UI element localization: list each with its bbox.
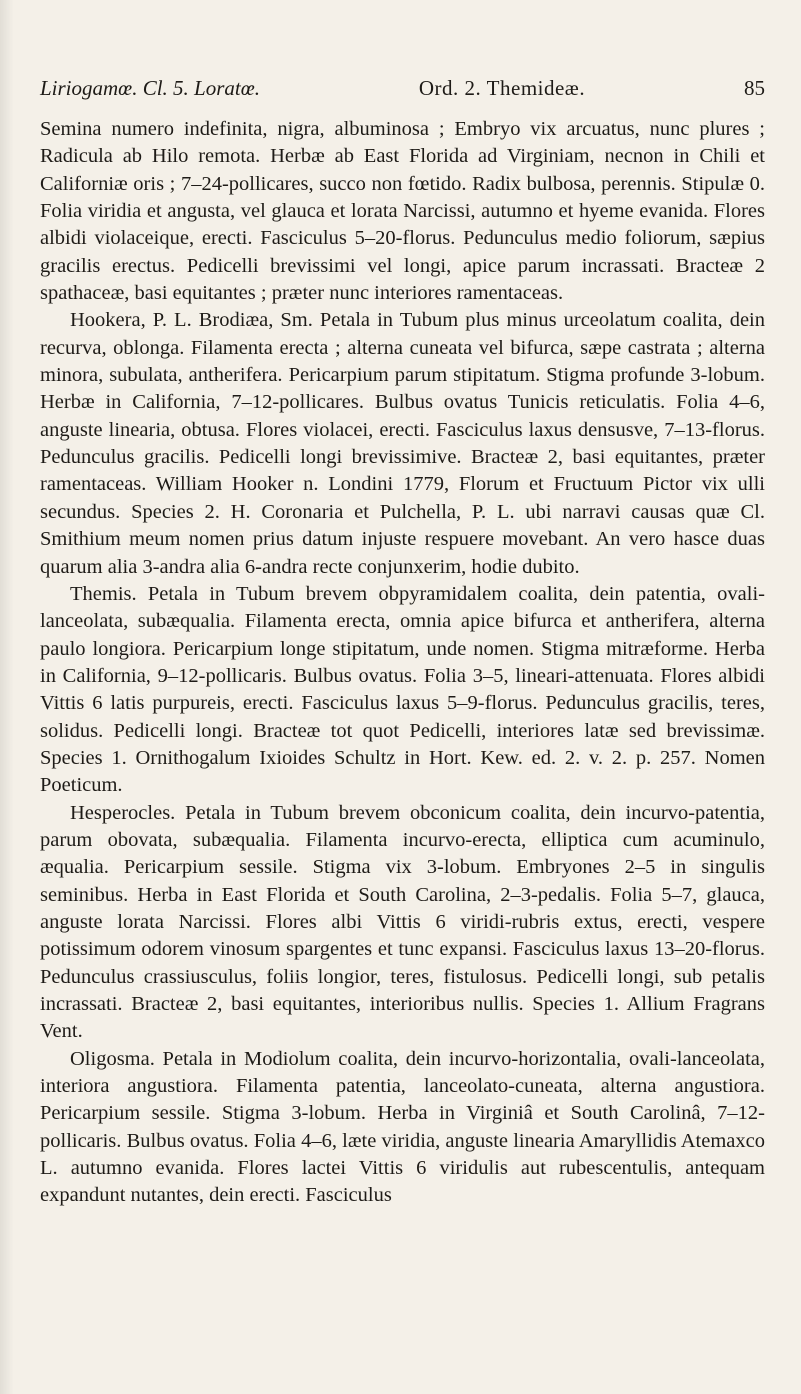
paragraph-hookera: Hookera, P. L. Brodiæa, Sm. Petala in Tubum plus minus urceolatum coalita, dein recurva, oblonga. Filamenta erecta ; alterna cuneata vel bifurca, sæpe castrata ; alterna minora, subulata, antherifera. Pericarpium parum stipitatum. Stigma profunde 3-lobum. Herbæ in California, 7–12-pollicares. Bulbus ovatus Tunicis reticulatis. Folia 4–6, anguste linearia, obtusa. Flores violacei, erecti. Fasciculus laxus densusve, 7–13-florus. Pedunculus gracilis. Pedicelli longi brevissimive. Bracteæ 2, basi equitantes, præter ramentaceas. William Hooker n. Londini 1779, Florum et Fructuum Pictor vix ulli secundus. Species 2. H. Coronaria et Pulchella, P. L. ubi narravi causas quæ Cl. Smithium meum nomen prius datum injuste respuere movebant. An vero hasce duas quarum alia 3-andra alia 6-andra recte conjunxerim, hodie dubito. <box>40 309 765 578</box>
paragraph-oligosma: Oligosma. Petala in Modiolum coalita, dein incurvo-horizontalia, ovali-lanceolata, interiora angustiora. Filamenta patentia, lanceolato-cuneata, alterna angustiora. Pericarpium sessile. Stigma 3-lobum. Herba in Virginiâ et South Carolinâ, 7–12-pollicaris. Bulbus ovatus. Folia 4–6, læte viridia, anguste linearia Amaryllidis Atemaxco L. autumno evanida. Flores lactei Vittis 6 viridulis aut rubescentulis, antequam expandunt nutantes, dein erecti. Fasciculus <box>40 1047 765 1207</box>
page-body <box>40 116 765 1210</box>
running-header <box>40 76 765 106</box>
paragraph-themis: Themis. Petala in Tubum brevem obpyramidalem coalita, dein patentia, ovali-lanceolata, subæqualia. Filamenta erecta, omnia apice bifurca et antherifera, alterna paulo longiora. Pericarpium longe stipitatum, unde nomen. Stigma mitræforme. Herba in California, 9–12-pollicaris. Bulbus ovatus. Folia 3–5, lineari-attenuata. Flores albidi Vittis 6 latis purpureis, erecti. Fasciculus laxus 5–9-florus. Pedunculus gracilis, teres, solidus. Pedicelli longi. Bracteæ tot quot Pedicelli, interiores latæ sed brevissimæ. Species 1. Ornithogalum Ixioides Schultz in Hort. Kew. ed. 2. v. 2. p. 257. Nomen Poeticum. <box>40 582 765 797</box>
header-section-title: Liriogamœ. Cl. 5. Loratœ. <box>40 76 260 100</box>
paragraph-semina: Semina numero indefinita, nigra, albuminosa ; Embryo vix arcuatus, nunc plures ; Radicula ab Hilo remota. Herbæ ab East Florida ad Virginiam, necnon in Chili et Californiæ oris ; 7–24-pollicares, succo non fœtido. Radix bulbosa, perennis. Stipulæ 0. Folia viridia et angusta, vel glauca et lorata Narcissi, autumno et hyeme evanida. Flores albidi violaceique, erecti. Fasciculus 5–20-florus. Pedunculus medio foliorum, sæpius gracilis erectus. Pedicelli brevissimi vel longi, apice parum incrassati. Bracteæ 2 spathaceæ, basi equitantes ; præter nunc interiores ramentaceas. <box>40 118 765 305</box>
binding-shadow <box>0 0 14 1394</box>
paragraph-hesperocles: Hesperocles. Petala in Tubum brevem obconicum coalita, dein incurvo-patentia, parum obovata, subæqualia. Filamenta incurvo-erecta, elliptica cum acuminulo, æqualia. Pericarpium sessile. Stigma vix 3-lobum. Embryones 2–5 in singulis seminibus. Herba in East Florida et South Carolina, 2–3-pedalis. Folia 5–7, glauca, anguste lorata Narcissi. Flores albi Vittis 6 viridi-rubris extus, erecti, vespere potissimum odorem vinosum spargentes et tunc expansi. Fasciculus laxus 13–20-florus. Pedunculus crassiusculus, foliis longior, teres, fistulosus. Pedicelli longi, sub petalis incrassati. Bracteæ 2, basi equitantes, interioribus nullis. Species 1. Allium Fragrans Vent. <box>40 801 765 1043</box>
page-number: 85 <box>743 76 765 100</box>
header-order-title: Ord. 2. Themideæ. <box>418 76 586 100</box>
